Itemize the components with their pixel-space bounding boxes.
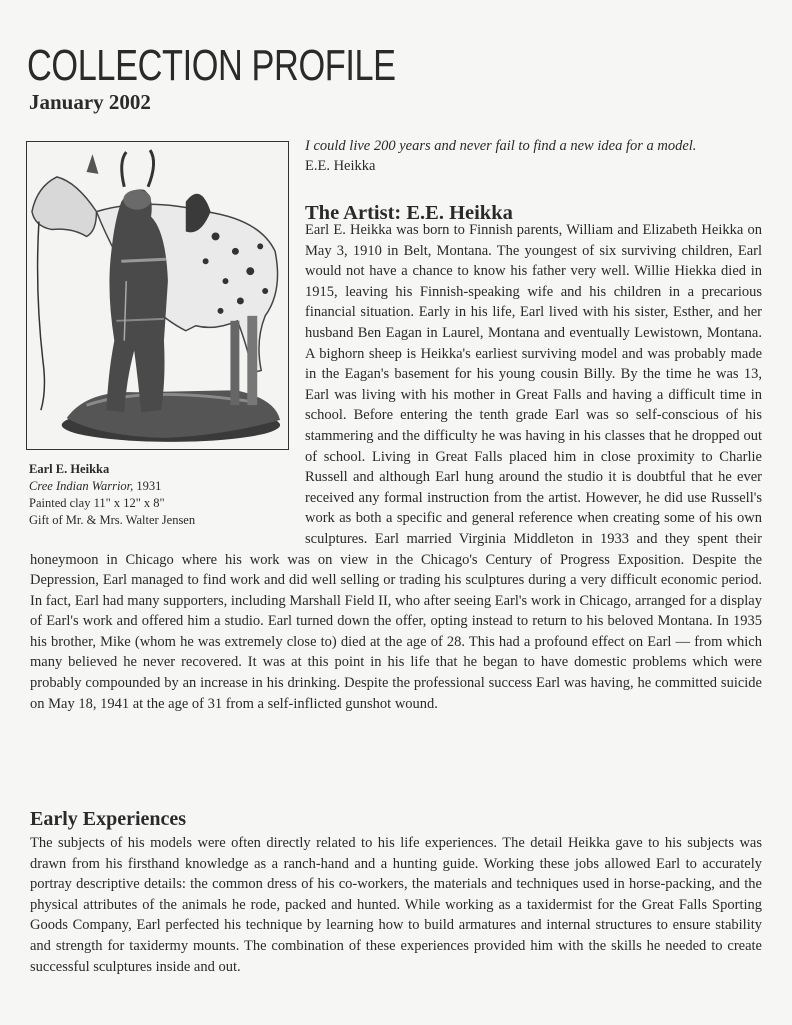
caption-medium: Painted clay 11" x 12" x 8" [29,496,165,510]
caption-title: Cree Indian Warrior, [29,479,134,493]
artist-body-text: Earl E. Heikka was born to Finnish parents, William and Elizabeth Heikka on May 3, 1910 in Belt, Montana. The youngest of six surviving children, Earl would not have a chance to know his father very well. Willie Hiekka died in 1915, leaving his Finnish-speaking wife and his children in a precarious financial situation. Early in his life, Earl lived with his sister, Esther, and her husband Ben Eagan in Laurel, Montana and eventually Lewistown, Montana. A bighorn sheep is Heikka's earliest surviving model and was probably made in the Eagan's basement for his young cousin Billy. By the time he was 13, Earl was living with his mother in Great Falls and having a difficult time in school. Before entering the tenth grade Earl was so self-conscious of his stammering and the difficulty he was having in his classes that he dropped out of school. Living in Great Falls placed him in close proximity to Charlie Russell and although Earl hung around the studio it is doubtful that he ever received any formal instruction from the artist. However, he did use Russell's work as both a specific and general reference when creating some of his own sculptures. Earl married Virginia Middleton in 1933 and they spent their honeymoon in Chicago where his work was on view in the Chicago's Century of Progress Exposition. Despite the Depression, Earl managed to find work and did well selling or trading his sculptures during a very difficult economic period. In fact, Earl had many supporters, including Marshall Field II, who after seeing Earl's work in Chicago, arranged for a display of Earl's work and offered him a studio. Earl turned down the offer, opting instead to return to his beloved Montana. In 1935 his brother, Mike (whom he was extremely close to) died at the age of 28. This had a profound effect on Earl — from which many believed he never recovered. It was at this point in his life that he began to have domestic problems which were probably compounded by an increase in his drinking. Despite the professional success Earl was having, he committed suicide on May 18, 1941 at the age of 31 from a self-inflicted gunshot wound. [30,222,762,712]
experiences-heading: Early Experiences [30,808,187,830]
issue-date: January 2002 [29,90,151,114]
artist-heading: The Artist: E.E. Heikka [305,202,513,224]
experiences-body: The subjects of his models were often directly related to his life experiences. The detail Heikka gave to his subjects was drawn from his firsthand knowledge as a ranch-hand and a hunting guide. Working these jobs allowed Earl to accurately portray descriptive details: the common dress of his co-workers, the materials and techniques used in horse-packing, and the physical attributes of the animals he rode, packed and hunted. While working as a taxidermist for the Great Falls Sporting Goods Company, Earl perfected his technique by learning how to build armatures and internal structures to ensure stability and strength for taxidermy mounts. The combination of these experiences provided him with the skills he needed to create successful sculptures inside and out. [30,835,762,975]
quote-text: I could live 200 years and never fail to find a new idea for a model. [305,138,697,154]
quote-attribution: E.E. Heikka [305,158,376,174]
caption-artist: Earl E. Heikka [29,462,110,476]
photo-wrap-spacer [30,220,305,543]
masthead-title: COLLECTION PROFILE [27,41,396,90]
caption-credit: Gift of Mr. & Mrs. Walter Jensen [29,513,196,527]
artist-body [30,220,762,714]
caption-year: 1931 [133,479,162,493]
artist-quote [305,136,775,176]
